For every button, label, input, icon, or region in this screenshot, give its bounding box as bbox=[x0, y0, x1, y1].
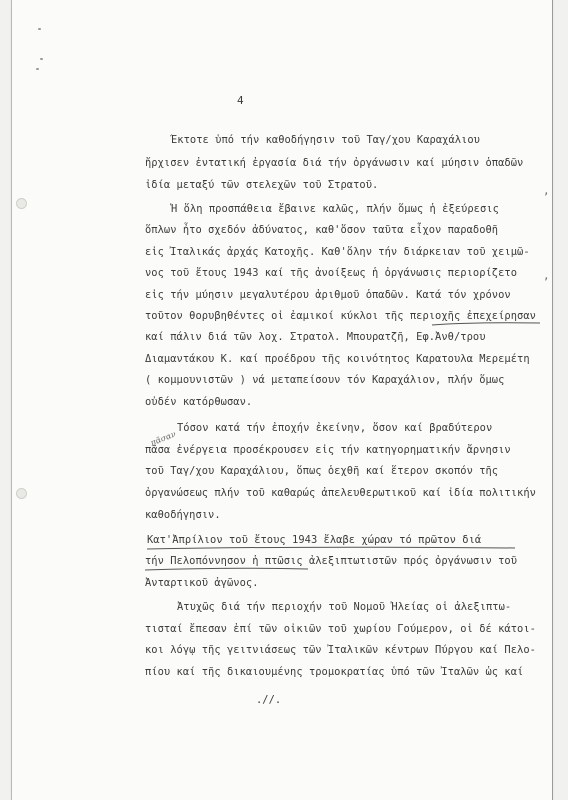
text-line: τοῦ Ταγ/χου Καραχάλιου, ὅπως ὁεχθῆ καί ἕτερον σκοπόν τῆς bbox=[145, 465, 499, 477]
text-line: ἰδία μεταξύ τῶν στελεχῶν τοῦ Στρατοῦ. bbox=[145, 179, 379, 191]
text-line: Έκτοτε ὑπό τήν καθοδήγησιν τοῦ Ταγ/χου Καραχάλιου bbox=[171, 134, 480, 146]
text-line: Ἡ ὅλη προσπάθεια ἔβαινε καλῶς, πλήν ὅμως ἡ ἐξεύρεσις bbox=[171, 203, 499, 215]
text-line: καί πάλιν διά τῶν λοχ. Στρατολ. Μπουρατζῆ, Εφ.Ἀνθ/τρου bbox=[145, 331, 486, 343]
text-line: Κατ'Ἀπρίλιον τοῦ ἔτους 1943 ἔλαβε χώραν τό πρῶτον διά bbox=[147, 534, 482, 546]
text-line: καθοδήγησιν. bbox=[145, 509, 221, 521]
text-line: κοι λόγῳ τῆς γειτνιάσεως τῶν Ἰταλικῶν κέντρων Πύργου καί Πελο- bbox=[145, 644, 536, 656]
text-line: Ἀτυχῶς διά τήν περιοχήν τοῦ Νομοῦ Ἠλείας οἱ ἀλεξιπτω- bbox=[177, 601, 512, 613]
text-line: ἤρχισεν ἐντατική ἐργασία διά τήν ὀργάνωσιν καί μύησιν ὁπαδῶν bbox=[145, 157, 524, 169]
text-line: πᾶσα ἐνέργεια προσέκρουσεν εἰς τήν κατηγορηματικήν ἄρνησιν bbox=[145, 444, 511, 456]
text-line: Διαμαντάκου Κ. καί προέδρου τῆς κοινότητος Καρατουλα Μερεμέτη bbox=[145, 353, 530, 365]
text-line: τισταί ἔπεσαν ἐπί τῶν οἰκιῶν τοῦ χωρίου Γούμερον, οἱ δέ κάτοι- bbox=[145, 623, 536, 635]
margin-mark: , bbox=[543, 269, 550, 282]
page-number: 4 bbox=[237, 94, 244, 107]
text-line: οὐδέν κατόρθωσαν. bbox=[145, 396, 253, 408]
text-line: νος τοῦ ἔτους 1943 καί τῆς ἀνοίξεως ἡ ὀργάνωσις περιορίζετο bbox=[145, 267, 518, 279]
text-line: Τόσον κατά τήν ἐποχήν ἐκείνην, ὅσον καί βραδύτερον bbox=[177, 422, 493, 434]
text-line: τοῦτον θορυβηθέντες οἱ ἐαμικοί κύκλοι τῆς περιοχῆς ἐπεχείρησαν bbox=[145, 310, 536, 322]
underline-peloponnese-line bbox=[145, 568, 308, 570]
text-line: Ἀνταρτικοῦ ἀγῶνος. bbox=[145, 577, 259, 589]
text-line: πίου καί τῆς δικαιουμένης τρομοκρατίας ὑπό τῶν Ἰταλῶν ὡς καί bbox=[145, 666, 524, 678]
text-line: ( κομμουνιστῶν ) νά μεταπείσουν τόν Καραχάλιον, πλήν ὅμως bbox=[145, 374, 505, 386]
text-line: τήν Πελοπόννησον ἡ πτῶσις ἀλεξιπτωτιστῶν πρός ὀργάνωσιν τοῦ bbox=[145, 555, 518, 567]
handwritten-note: πᾶσαν bbox=[149, 429, 178, 448]
margin-mark: , bbox=[543, 184, 550, 197]
text-line: ὀργανώσεως πλήν τοῦ καθαρώς ἀπελευθερωτικοῦ καί ἰδία πολιτικήν bbox=[145, 487, 536, 499]
text-line: ὅπλων ἦτο σχεδόν ἀδύνατος, καθ'ὅσον ταῦτα εἶχον παραδοθῆ bbox=[145, 224, 499, 236]
underline-april-line bbox=[147, 547, 515, 549]
underline-epecheirisan bbox=[432, 323, 540, 325]
text-line: εἰς τήν μύησιν μεγαλυτέρου ἀριθμοῦ ὁπαδῶν. Κατά τόν χρόνον bbox=[145, 289, 511, 301]
text-line: εἰς Ἰταλικάς ἀρχάς Κατοχῆς. Καθ'ὅλην τήν διάρκειαν τοῦ χειμῶ- bbox=[145, 246, 530, 258]
footer-mark: .//. bbox=[256, 694, 282, 706]
